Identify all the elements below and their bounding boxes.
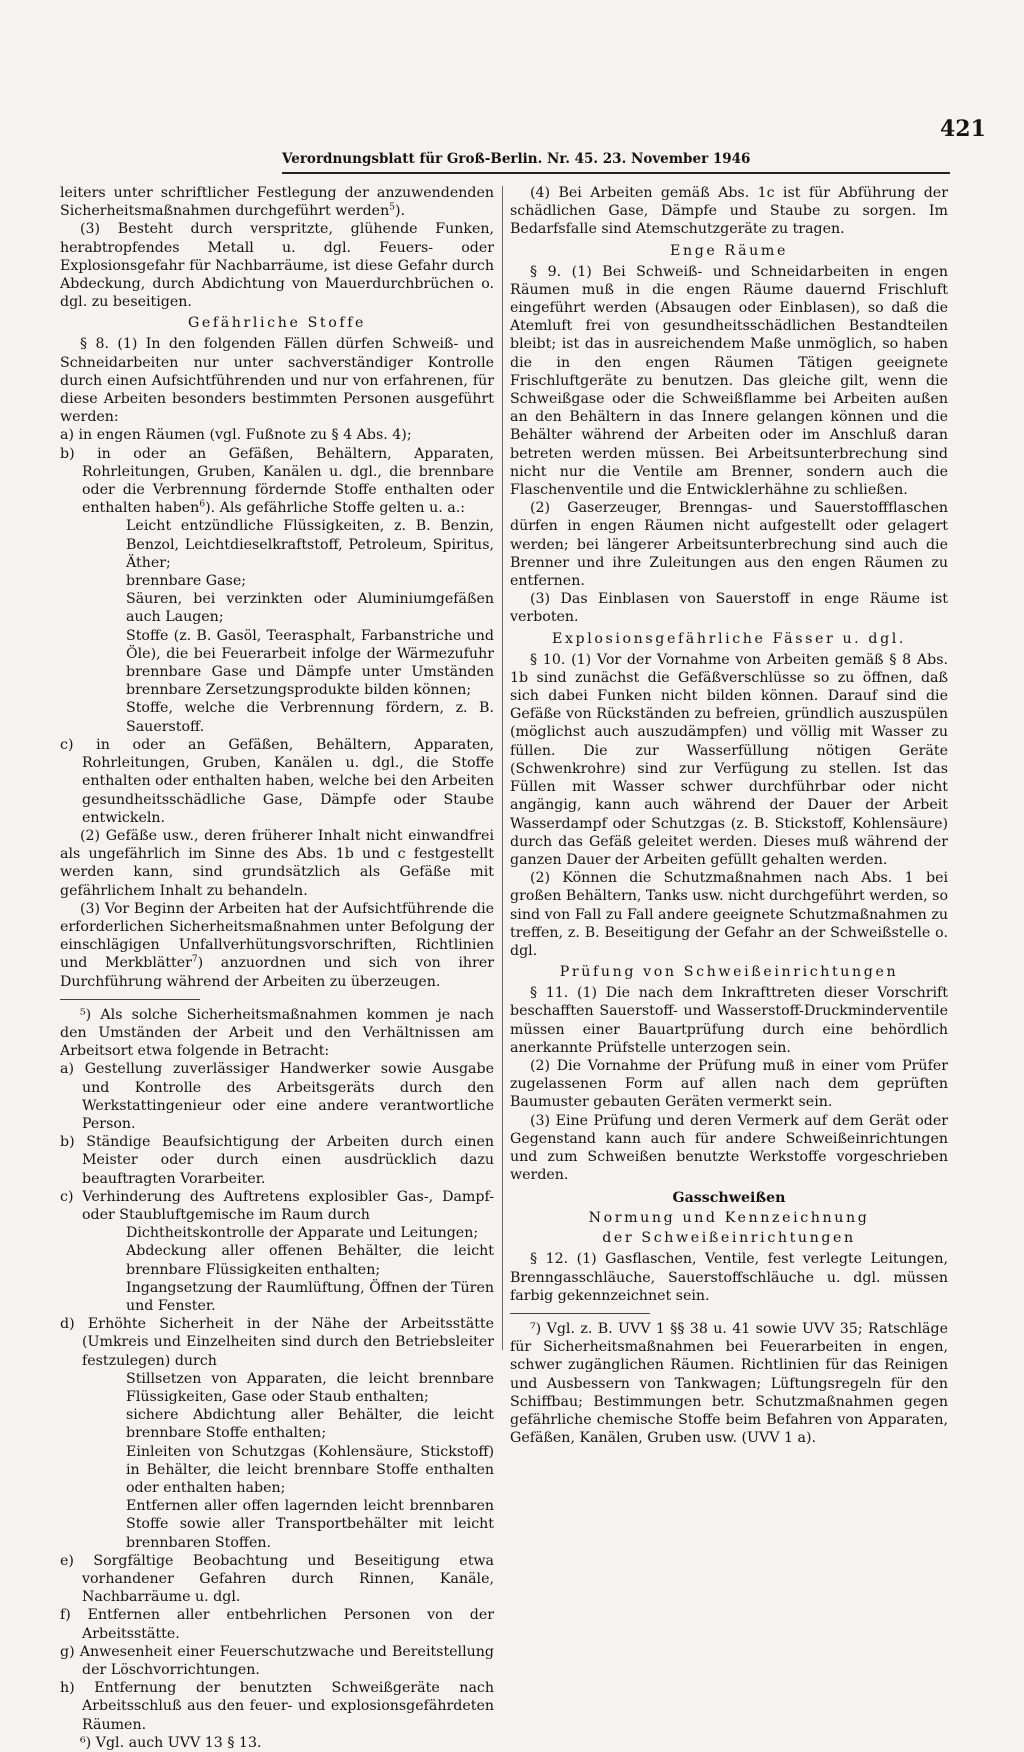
sub-item: brennbare Gase;: [126, 573, 247, 590]
right-column: [510, 184, 948, 1447]
sub-item: Säuren, bei verzinkten oder Aluminiumgefäßen auch Laugen;: [126, 591, 494, 626]
paragraph: (2) Gaserzeuger, Brenngas- und Sauerstoffflaschen dürfen in engen Räumen nicht aufgestellt oder gelagert werden; bei längerer Arbeitsunterbrechung sind auch die Brenner und ihre Zuleitungen aus den engen Räumen zu entfernen.: [510, 500, 948, 590]
paragraph: leiters unter schriftlicher Festlegung der anzuwendenden Sicherheitsmaßnahmen durchgeführt werden$^5$).: [60, 185, 494, 220]
section-heading: Gefährliche Stoffe: [187, 315, 367, 332]
list-item: a) in engen Räumen (vgl. Fußnote zu § 4 Abs. 4);: [60, 427, 412, 444]
chapter-heading: Gasschweißen: [672, 1190, 786, 1207]
paragraph: § 11. (1) Die nach dem Inkrafttreten dieser Vorschrift beschafften Sauerstoff- und Wasserstoff-Druckminderventile müssen einer Bauartprüfung durch eine behördlich anerkannte Prüfstelle unterzogen sein.: [510, 985, 948, 1056]
footnote-subitem: Ingangsetzung der Raumlüftung, Öffnen der Türen und Fenster.: [126, 1279, 494, 1314]
footnote: ⁵) Als solche Sicherheitsmaßnahmen kommen je nach den Umständen der Arbeit und den Verhältnissen am Arbeitsort etwa folgende in Betracht:: [60, 1006, 494, 1060]
sub-item: Leicht entzündliche Flüssigkeiten, z. B. Benzin, Benzol, Leichtdieselkraftstoff, Petroleum, Spiritus, Äther;: [126, 518, 494, 571]
footnote-item: b) Ständige Beaufsichtigung der Arbeiten durch einen Meister oder durch einen ausdrücklich dazu beauftragten Vorarbeiter.: [60, 1134, 494, 1187]
paragraph: (2) Die Vornahme der Prüfung muß in einer vom Prüfer zugelassenen Form auf allen nach dem geprüften Baumuster gebauten Geräten vermerkt sein.: [510, 1057, 948, 1111]
footnote-item: d) Erhöhte Sicherheit in der Nähe der Arbeitsstätte (Umkreis und Einzelheiten sind durch den Betriebsleiter festzulegen) durch: [60, 1316, 494, 1369]
running-header: Verordnungsblatt für Groß-Berlin. Nr. 45. 23. November 1946: [282, 151, 751, 167]
paragraph: (2) Gefäße usw., deren früherer Inhalt nicht einwandfrei als ungefährlich im Sinne des Abs. 1b und c festgestellt werden kann, sind grundsätzlich als Gefäße mit gefährlichem Inhalt zu behandeln.: [60, 827, 494, 899]
section-heading: Enge Räume: [670, 242, 788, 259]
footnote-rule: [60, 999, 200, 1000]
footnote-subitem: Entfernen aller offen lagernden leicht brennbaren Stoffe sowie aller Transportbehälter mit leicht brennbaren Stoffen.: [126, 1498, 494, 1551]
footnote-ref: 5: [389, 202, 395, 213]
section-heading: der Schweißeinrichtungen: [602, 1230, 856, 1247]
section-heading: Explosionsgefährliche Fässer u. dgl.: [551, 630, 907, 647]
header-rule: [282, 172, 950, 174]
footnote-item: h) Entfernung der benutzten Schweißgeräte nach Arbeitsschluß aus den feuer- und explosionsgefährdeten Räumen.: [60, 1680, 494, 1733]
footnote-subitem: Dichtheitskontrolle der Apparate und Leitungen;: [126, 1225, 479, 1242]
left-column: [60, 184, 494, 1752]
footnote-ref: 7: [191, 954, 198, 965]
paragraph: § 8. (1) In den folgenden Fällen dürfen Schweiß- und Schneidarbeiten nur unter sachverständiger Kontrolle durch einen Aufsichtführenden und nur von erfahrenen, für diese Arbeiten besonders bestimmten Personen ausgeführt werden:: [60, 336, 494, 426]
footnote-subitem: Stillsetzen von Apparaten, die leicht brennbare Flüssigkeiten, Gase oder Staub enthalten;: [126, 1370, 494, 1405]
paragraph: (2) Können die Schutzmaßnahmen nach Abs. 1 bei großen Behältern, Tanks usw. nicht durchgeführt werden, so sind von Fall zu Fall andere geeignete Schutzmaßnahmen zu treffen, z. B. Beseitigung der Gefahr an der Schweißstelle o. dgl.: [510, 870, 948, 959]
footnote-item: a) Gestellung zuverlässiger Handwerker sowie Ausgabe und Kontrolle des Arbeitsgeräts durch den Werkstattingenieur oder eine andere verantwortliche Person.: [60, 1061, 494, 1132]
footnote-subitem: Abdeckung aller offenen Behälter, die leicht brennbare Flüssigkeiten enthalten;: [126, 1243, 494, 1278]
footnote-subitem: sichere Abdichtung aller Behälter, die leicht brennbare Stoffe enthalten;: [126, 1407, 494, 1442]
paragraph: (3) Das Einblasen von Sauerstoff in enge Räume ist verboten.: [510, 591, 948, 626]
footnote-subitem: Einleiten von Schutzgas (Kohlensäure, Stickstoff) in Behälter, die leicht brennbare Stoffe enthalten oder enthalten haben;: [126, 1443, 494, 1497]
page-number: 421: [940, 116, 986, 142]
paragraph: § 12. (1) Gasflaschen, Ventile, fest verlegte Leitungen, Brenngasschläuche, Sauerstoffschläuche u. dgl. müssen farbig gekennzeichnet sein.: [510, 1251, 948, 1304]
paragraph: (3) Vor Beginn der Arbeiten hat der Aufsichtführende die erforderlichen Sicherheitsmaßnahmen unter Befolgung der einschlägigen Unfallverhütungsvorschriften, Richtlinien und Merkblätter$^7$) anzuordnen und sich von ihrer Durchführung während der Arbeiten zu überzeugen.: [60, 900, 494, 990]
footnote-item: g) Anwesenheit einer Feuerschutzwache und Bereitstellung der Löschvorrichtungen.: [60, 1643, 494, 1679]
footnote-ref: 6: [199, 499, 206, 510]
paragraph: § 10. (1) Vor der Vornahme von Arbeiten gemäß § 8 Abs. 1b sind zunächst die Gefäßverschlüsse so zu öffnen, daß sich dabei Funken nicht bilden können. Darauf sind die Gefäße von Rückständen zu befreien, gründlich auszuspülen (möglichst auch auszudämpfen) und völlig mit Wasser zu füllen. Die zur Wasserfüllung nötigen Geräte (Schwenkrohre) sind zur Verfügung zu stellen. Ist das Füllen mit Wasser schwer durchführbar oder nicht angängig, kann auch während der Dauer der Arbeit Wasserdampf oder Schutzgas (z. B. Stickstoff, Kohlensäure) durch das Gefäß geleitet werden. Dieses muß während der ganzen Dauer der Arbeiten gefüllt gehalten werden.: [510, 651, 948, 868]
list-item: c) in oder an Gefäßen, Behältern, Apparaten, Rohrleitungen, Gruben, Kanälen u. dgl., die Stoffe enthalten oder enthalten haben, welche bei den Arbeiten gesundheitsschädliche Gase, Dämpfe oder Staube entwickeln.: [60, 736, 494, 826]
sub-item: Stoffe (z. B. Gasöl, Teerasphalt, Farbanstriche und Öle), die bei Feuerarbeit infolge der Wärmezufuhr brennbare Gase und Dämpfe unter Umständen brennbare Zersetzungsprodukte bilden können;: [126, 627, 494, 699]
sub-item: Stoffe, welche die Verbrennung fördern, z. B. Sauerstoff.: [126, 700, 494, 735]
list-item: b) in oder an Gefäßen, Behältern, Apparaten, Rohrleitungen, Gruben, Kanälen u. dgl., die brennbare oder die Verbrennung fördernde Stoffe enthalten oder enthalten haben$^6$). Als gefährliche Stoffe gelten u. a.:: [60, 445, 494, 517]
section-heading: Prüfung von Schweißeinrichtungen: [559, 964, 899, 981]
footnote-item: f) Entfernen aller entbehrlichen Personen von der Arbeitsstätte.: [60, 1607, 494, 1642]
section-heading: Normung und Kennzeichnung: [588, 1210, 870, 1227]
paragraph: (4) Bei Arbeiten gemäß Abs. 1c ist für Abführung der schädlichen Gase, Dämpfe und Staube zu sorgen. Im Bedarfsfalle sind Atemschutzgeräte zu tragen.: [510, 185, 948, 238]
column-divider: [502, 186, 503, 1350]
paragraph: § 9. (1) Bei Schweiß- und Schneidarbeiten in engen Räumen muß in die engen Räume dauernd Frischluft eingeführt werden (Absaugen oder Einblasen), so daß die Atemluft frei von gesundheitsschädlichen Bestandteilen bleibt; ist das in ausreichendem Maße unmöglich, so haben die in den engen Räumen Tätigen geeignete Frischluftgeräte zu benutzen. Das gleiche gilt, wenn die Schweißgase oder die Schweißflamme bei Arbeiten außen an den Behältern in das Innere gelangen können und die Behälter während der Arbeiten oder im Anschluß daran betreten werden müssen. Bei Arbeitsunterbrechung sind nicht nur die Ventile am Brenner, sondern auch die Flaschenventile und die Entwicklerhähne zu schließen.: [510, 263, 948, 499]
footnote-item: c) Verhinderung des Auftretens explosibler Gas-, Dampf- oder Staubluftgemische im Raum durch: [60, 1188, 494, 1223]
paragraph: (3) Eine Prüfung und deren Vermerk auf dem Gerät oder Gegenstand kann auch für andere Schweißeinrichtungen und zum Schweißen benutzte Werkstoffe vorgeschrieben werden.: [510, 1112, 948, 1184]
footnote-rule: [510, 1313, 650, 1314]
paragraph: (3) Besteht durch verspritzte, glühende Funken, herabtropfendes Metall u. dgl. Feuers- oder Explosionsgefahr für Nachbarräume, ist diese Gefahr durch Abdeckung, durch Abdichtung von Mauerdurchbrüchen o. dgl. zu beseitigen.: [60, 221, 494, 311]
footnote: ⁷) Vgl. z. B. UVV 1 §§ 38 u. 41 sowie UVV 35; Ratschläge für Sicherheitsmaßnahmen bei Feuerarbeiten in engen, schwer zugänglichen Räumen. Richtlinien für das Reinigen und Ausbessern von Tankwagen; Lüftungsregeln für den Schiffbau; Bestimmungen betr. Schutzmaßnahmen gegen gefährliche chemische Stoffe beim Befahren von Apparaten, Gefäßen, Kanälen, Gruben usw. (UVV 1 a).: [510, 1320, 948, 1447]
footnote-item: e) Sorgfältige Beobachtung und Beseitigung etwa vorhandener Gefahren durch Rinnen, Kanäle, Nachbarräume u. dgl.: [60, 1552, 494, 1606]
footnote: ⁶) Vgl. auch UVV 13 § 13.: [80, 1734, 262, 1751]
